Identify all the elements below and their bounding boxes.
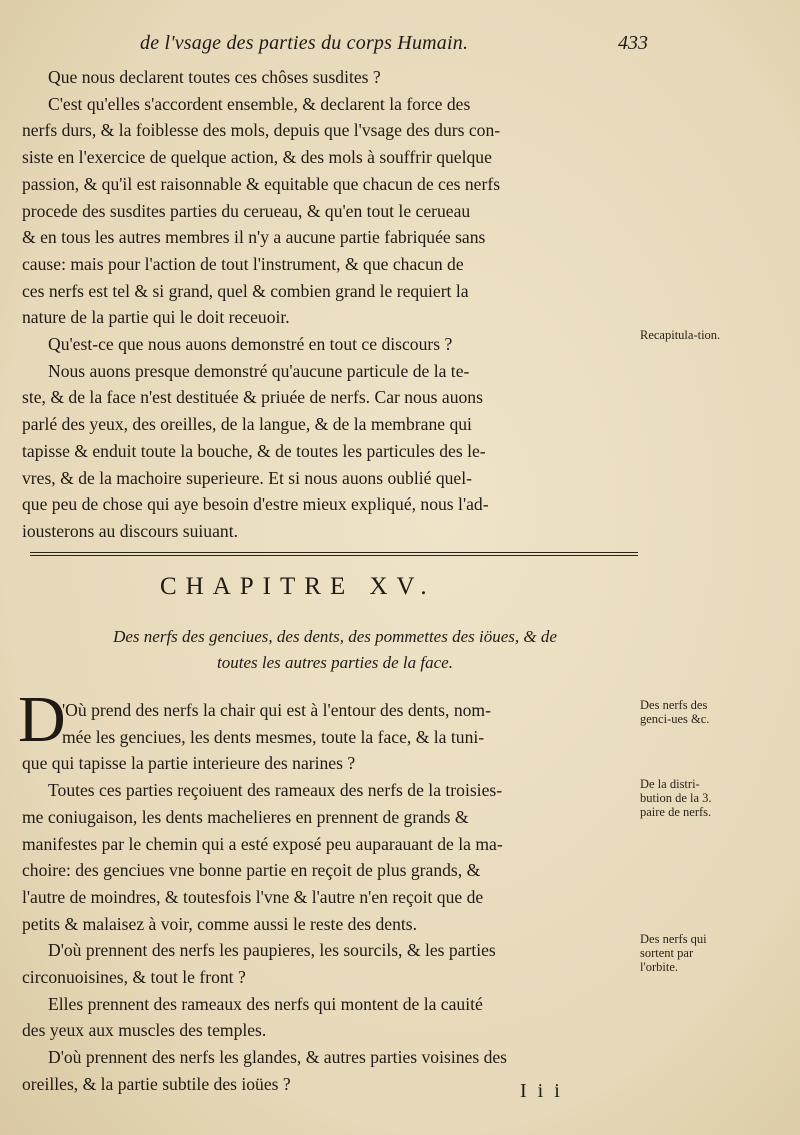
text-line: des yeux aux muscles des temples. — [22, 1020, 267, 1041]
text-line: petits & malaisez à voir, comme aussi le reste des dents. — [22, 913, 418, 934]
chapter-title: CHAPITRE XV. — [160, 573, 436, 600]
chapter-subtitle-line1: Des nerfs des genciues, des dents, des pommettes des iöues, & de — [113, 627, 557, 646]
chapter-subtitle-line2: toutes les autres parties de la face. — [217, 653, 453, 672]
section-chapter-text — [22, 697, 634, 1098]
margin-note-recapitulation: Recapitula-tion. — [640, 328, 721, 342]
text-line: Toutes ces parties reçoiuent des rameaux des nerfs de la troisies- — [48, 780, 503, 801]
text-line: ces nerfs est tel & si grand, quel & combien grand le requiert la — [22, 280, 469, 301]
text-line: que peu de chose qui aye besoin d'estre mieux expliqué, nous l'ad- — [22, 494, 489, 515]
text-line: cause: mais pour l'action de tout l'instrument, & que chacun de — [22, 253, 464, 274]
text-line: iousterons au discours suiuant. — [22, 520, 238, 541]
text-line: nerfs durs, & la foiblesse des mols, depuis que l'vsage des durs con- — [22, 120, 501, 141]
text-line: procede des susdites parties du cerueau, & qu'en tout le cerueau — [22, 200, 471, 221]
text-line: Elles prennent des rameaux des nerfs qui montent de la cauité — [48, 993, 483, 1014]
signature-mark: I i i — [520, 1080, 563, 1102]
text-line: l'autre de moindres, & toutesfois l'vne & l'autre n'en reçoit que de — [22, 886, 484, 907]
text-line: oreilles, & la partie subtile des ioües ? — [22, 1073, 291, 1094]
text-line: me coniugaison, les dents machelieres en prennent de grands & — [22, 806, 469, 827]
text-line: Que nous declarent toutes ces chôses susdites ? — [48, 67, 381, 87]
text-line: nature de la partie qui le doit receuoir. — [22, 307, 290, 328]
section-recapitulation — [22, 64, 634, 545]
margin-note-genciues: Des nerfs des genci-ues &c. — [640, 698, 710, 726]
text-line: ste, & de la face n'est destituée & priuée de nerfs. Car nous auons — [22, 387, 483, 408]
margin-note-orbite: Des nerfs qui sortent par l'orbite. — [640, 932, 707, 974]
text-line: passion, & qu'il est raisonnable & equitable que chacun de ces nerfs — [22, 173, 501, 194]
section-divider — [30, 552, 638, 556]
text-line: 'Où prend des nerfs la chair qui est à l'entour des dents, nom- — [62, 700, 491, 720]
drop-cap: D — [18, 683, 66, 756]
text-line: que qui tapisse la partie interieure des narines ? — [22, 753, 356, 774]
text-line: vres, & de la machoire superieure. Et si nous auons oublié quel- — [22, 467, 472, 488]
text-line: parlé des yeux, des oreilles, de la langue, & de la membrane qui — [22, 414, 472, 435]
page-number: 433 — [618, 32, 648, 54]
text-line: & en tous les autres membres il n'y a aucune partie fabriquée sans — [22, 227, 486, 248]
text-line: D'où prennent des nerfs les paupieres, les sourcils, & les parties — [48, 940, 496, 961]
text-line: D'où prennent des nerfs les glandes, & autres parties voisines des — [48, 1047, 508, 1068]
text-line: siste en l'exercice de quelque action, & des mols à souffrir quelque — [22, 147, 492, 168]
text-line: tapisse & enduit toute la bouche, & de toutes les particules des le- — [22, 440, 486, 461]
text-line: choire: des genciues vne bonne partie en reçoit de plus grands, & — [22, 860, 481, 881]
text-line: Nous auons presque demonstré qu'aucune particule de la te- — [48, 360, 470, 381]
text-line: circonuoisines, & tout le front ? — [22, 967, 246, 988]
text-line: C'est qu'elles s'accordent ensemble, & declarent la force des — [48, 93, 471, 114]
text-line: Qu'est-ce que nous auons demonstré en tout ce discours ? — [48, 334, 453, 355]
margin-note-distribution: De la distri-bution de la 3. paire de nerfs. — [640, 777, 712, 819]
text-line: manifestes par le chemin qui a esté exposé peu auparauant de la ma- — [22, 833, 503, 854]
text-line: mée les genciues, les dents mesmes, toute la face, & la tuni- — [62, 726, 485, 747]
running-title: de l'vsage des parties du corps Humain. — [140, 32, 469, 54]
